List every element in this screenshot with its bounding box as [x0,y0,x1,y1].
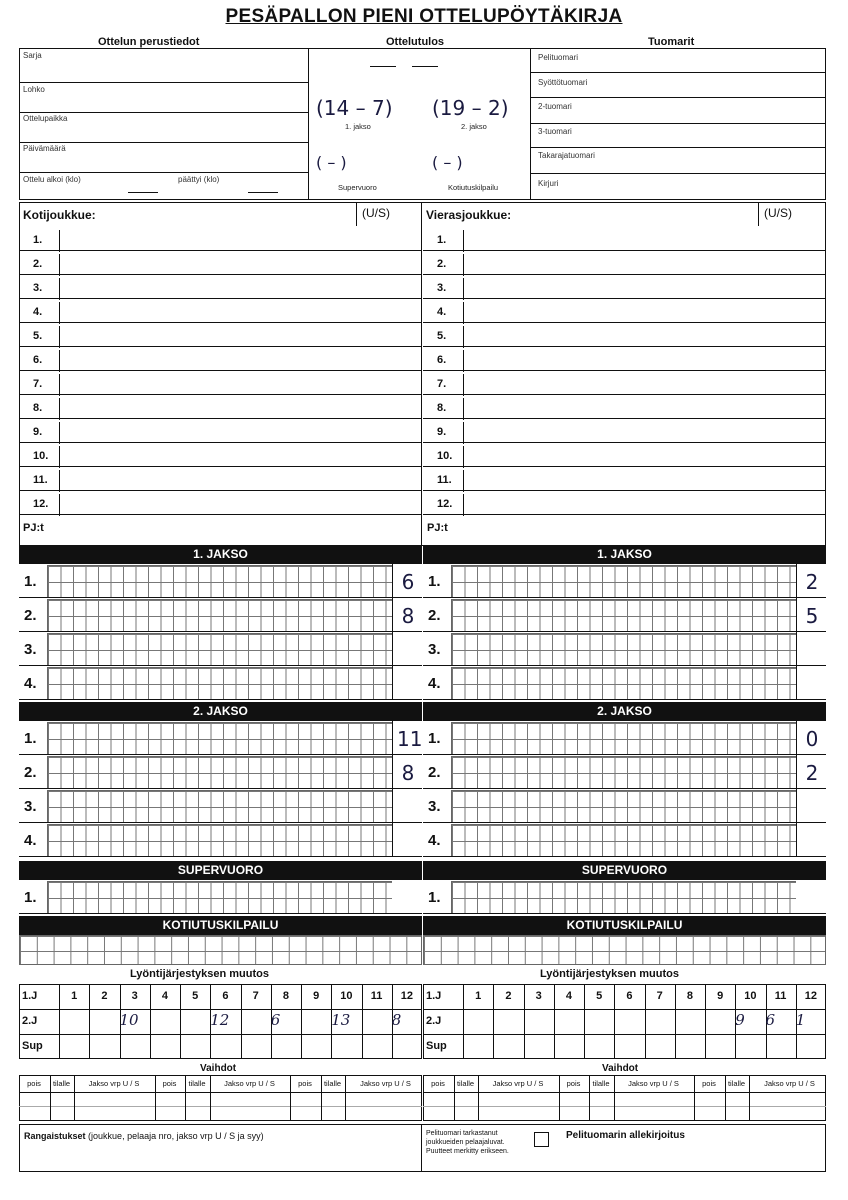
change-col-number: 1 [475,990,482,1002]
inning-row-number: 2. [428,607,441,624]
score-divider [796,755,797,789]
change-value[interactable]: 8 [391,1011,402,1029]
change-col-number: 5 [192,990,199,1002]
player-number: 11. [437,474,452,486]
change-col-number: 5 [596,990,603,1002]
vaihdot-col-header: tilalle [727,1079,746,1088]
batting-grid[interactable] [47,790,392,822]
place-label: Ottelupaikka [23,114,68,123]
tuomari2-label: 2-tuomari [538,102,572,111]
koti-grid-away [423,935,826,965]
player-divider [59,398,60,420]
change-value[interactable]: 13 [331,1011,351,1029]
away-us-selector[interactable]: (U/S) [764,206,792,220]
inning-score: 11 [397,727,423,751]
player-number: 12. [437,498,453,510]
pj-label: PJ:t [427,522,448,534]
player-divider [59,470,60,492]
change-value[interactable]: 9 [735,1011,745,1029]
player-divider [463,326,464,348]
change-value[interactable]: 10 [119,1011,139,1029]
home-team-label: Kotijoukkue: [23,208,96,222]
inning-row-number: 4. [24,675,37,692]
player-divider [463,422,464,444]
koti-result: ( – ) [432,153,463,172]
player-number: 7. [437,378,447,390]
batting-grid[interactable] [451,565,796,597]
check-line-2: joukkueiden pelaajaluvat. [426,1139,505,1146]
vaihdot-line [423,1092,826,1093]
player-number: 5. [33,330,43,342]
player-number: 5. [437,330,447,342]
vaihdot-col-header: pois [566,1079,581,1088]
batting-grid[interactable] [451,722,796,754]
player-row-line [19,418,422,419]
player-number: 2. [33,258,43,270]
player-number: 6. [33,354,43,366]
super-row-number: 1. [24,889,37,906]
player-number: 6. [437,354,447,366]
score-divider [796,721,797,755]
batting-grid[interactable] [47,633,392,665]
vaihdot-col-header: tilalle [52,1079,71,1088]
player-divider [463,278,464,300]
inning-score: 2 [805,570,819,594]
change-value[interactable]: 1 [795,1011,806,1029]
inning-score: 5 [805,604,819,628]
change-row-label: 1.J [22,990,38,1002]
change-col-number: 9 [313,990,320,1002]
vaihdot-col-header: Jakso vrp U / S [360,1079,411,1088]
change-col-number: 2 [505,990,512,1002]
batting-grid[interactable] [451,790,796,822]
player-row-line [423,322,826,323]
super-bar-away: SUPERVUORO [423,861,826,880]
score-divider [392,666,393,700]
player-row-line [19,322,422,323]
batting-grid[interactable] [47,599,392,631]
change-col-number: 7 [252,990,259,1002]
score-divider [796,632,797,666]
page-title: PESÄPALLON PIENI OTTELUPÖYTÄKIRJA [225,6,623,27]
check-text [426,1129,509,1156]
koti-grid-home [19,935,422,965]
player-divider [59,302,60,324]
player-row-line [19,274,422,275]
vaihdot-col-header: pois [298,1079,312,1088]
home-us-selector[interactable]: (U/S) [362,206,390,220]
batting-grid[interactable] [451,633,796,665]
change-col-number: 9 [717,990,724,1002]
player-divider [59,494,60,516]
change-row-label: Sup [426,1040,447,1052]
change-col-number: 10 [744,990,757,1002]
player-row-line [19,370,422,371]
player-number: 8. [437,402,447,414]
player-row-line [19,346,422,347]
change-col-number: 12 [804,990,817,1002]
player-divider [59,326,60,348]
change-heading-home: Lyöntijärjestyksen muutos [130,968,269,980]
vaihdot-col-header: pois [431,1079,445,1088]
inning-score: 6 [401,570,415,594]
change-col-number: 6 [222,990,229,1002]
player-number: 4. [437,306,447,318]
player-number: 7. [33,378,43,390]
change-value[interactable]: 6 [270,1011,281,1029]
syottotuomari-label: Syöttötuomari [538,78,588,87]
koti-bar-away: KOTIUTUSKILPAILU [423,916,826,935]
player-divider [463,350,464,372]
score-divider [796,789,797,823]
vaihdot-col-header: tilalle [592,1079,610,1088]
end-time-label: päättyi (klo) [178,175,220,184]
koti-bar-home: KOTIUTUSKILPAILU [19,916,422,935]
player-row-line [423,274,826,275]
player-number: 9. [33,426,43,438]
vaihdot-col-header: pois [162,1079,177,1088]
pelituomari-label: Pelituomari [538,53,579,62]
change-col-number: 7 [656,990,663,1002]
player-number: 1. [437,234,447,246]
takaraja-label: Takarajatuomari [538,151,595,160]
player-row-line [423,442,826,443]
check-line-1: Pelituomari tarkastanut [426,1130,498,1137]
inning-score: 0 [805,727,819,751]
check-box[interactable] [534,1132,549,1147]
super-result: ( – ) [316,153,347,172]
player-divider [463,494,464,516]
player-number: 12. [33,498,49,510]
player-number: 3. [437,282,447,294]
player-number: 8. [33,402,43,414]
score-divider [796,564,797,598]
player-row-line [423,514,826,515]
super-row-number: 1. [428,889,441,906]
player-number: 9. [437,426,447,438]
inning-row-number: 4. [428,832,441,849]
jakso1-result: (14 – 7) [316,96,393,120]
batting-grid[interactable] [47,565,392,597]
player-row-line [19,394,422,395]
pj-label: PJ:t [23,522,44,534]
inning-row-number: 1. [428,730,441,747]
sarja-label: Sarja [23,51,42,60]
inning-row-number: 4. [24,832,37,849]
inning-score: 8 [401,761,415,785]
batting-grid[interactable] [451,599,796,631]
player-row-line [19,298,422,299]
change-col-number: 12 [400,990,413,1002]
score-divider [392,564,393,598]
change-col-number: 10 [340,990,353,1002]
change-col-number: 6 [626,990,633,1002]
inning-score: 8 [401,604,415,628]
batting-grid[interactable] [47,667,392,699]
vaihdot-heading-home: Vaihdot [200,1063,237,1074]
koti-label: Kotiutuskilpailu [448,183,499,192]
player-divider [463,374,464,396]
player-row-line [423,418,826,419]
player-divider [463,446,464,468]
score-divider [392,598,393,632]
vaihdot-col-header: Jakso vrp U / S [628,1079,679,1088]
change-row-label: 2.J [22,1015,38,1027]
top-info-box [19,48,826,200]
away-team-label: Vierasjoukkue: [426,208,512,222]
change-col-number: 11 [774,990,787,1002]
change-value[interactable]: 12 [210,1011,230,1029]
vaihdot-col-header: Jakso vrp U / S [88,1079,140,1088]
player-divider [59,350,60,372]
change-col-number: 3 [131,990,138,1002]
change-row-label: 1.J [426,990,442,1002]
player-row-line [19,466,422,467]
jakso1-bar-away: 1. JAKSO [423,545,826,564]
score-divider [392,632,393,666]
signature-label: Pelituomarin allekirjoitus [566,1130,685,1141]
player-divider [59,230,60,252]
player-divider [463,398,464,420]
teams-box [19,202,826,546]
date-label: Päivämäärä [23,144,66,153]
vaihdot-col-header: Jakso vrp U / S [492,1079,544,1088]
player-divider [59,422,60,444]
player-number: 11. [33,474,48,486]
rangaistukset-note: (joukkue, pelaaja nro, jakso vrp U / S ja syy) [88,1131,264,1141]
batting-grid[interactable] [451,756,796,788]
player-row-line [19,442,422,443]
player-row-line [19,490,422,491]
change-col-number: 3 [535,990,542,1002]
vaihdot-col-header: Jakso vrp U / S [224,1079,275,1088]
score-divider [392,823,393,857]
player-divider [463,254,464,276]
batting-grid[interactable] [47,824,392,856]
player-divider [463,230,464,252]
batting-grid[interactable] [47,722,392,754]
score-divider [392,789,393,823]
player-divider [59,254,60,276]
change-col-number: 11 [370,990,383,1002]
player-number: 3. [33,282,43,294]
player-row-line [423,490,826,491]
tuomari3-label: 3-tuomari [538,127,572,136]
jakso1-label: 1. jakso [345,122,371,131]
player-row-line [423,346,826,347]
score-divider [796,666,797,700]
change-row-label: Sup [22,1040,43,1052]
check-line-3: Puutteet merkitty erikseen. [426,1148,509,1155]
player-number: 10. [437,450,453,462]
jakso2-label: 2. jakso [461,122,487,131]
change-col-number: 4 [565,990,572,1002]
player-number: 4. [33,306,43,318]
vaihdot-line [19,1092,422,1093]
player-row-line [423,394,826,395]
player-row-line [423,298,826,299]
change-col-number: 4 [161,990,168,1002]
inning-row-number: 2. [24,607,37,624]
batting-grid[interactable] [47,756,392,788]
jakso2-bar-home: 2. JAKSO [19,702,422,721]
rangaistukset-label: Rangaistukset (joukkue, pelaaja nro, jakso vrp U / S ja syy) [24,1131,264,1141]
super-bar-home: SUPERVUORO [19,861,422,880]
jakso1-bar-home: 1. JAKSO [19,545,422,564]
inning-row-number: 1. [24,573,37,590]
score-divider [796,598,797,632]
player-row-line [423,466,826,467]
vaihdot-col-header: tilalle [188,1079,206,1088]
player-divider [59,278,60,300]
jakso2-result: (19 – 2) [432,96,509,120]
change-heading-away: Lyöntijärjestyksen muutos [540,968,679,980]
batting-grid[interactable] [451,667,796,699]
inning-row-number: 3. [24,641,37,658]
lohko-label: Lohko [23,85,45,94]
change-col-number: 2 [101,990,108,1002]
player-row-line [423,250,826,251]
inning-row-number: 3. [428,641,441,658]
vaihdot-col-header: pois [702,1079,716,1088]
change-col-number: 8 [282,990,289,1002]
change-row-label: 2.J [426,1015,442,1027]
change-col-number: 8 [686,990,693,1002]
player-number: 2. [437,258,447,270]
vaihdot-heading-away: Vaihdot [602,1063,639,1074]
super-label: Supervuoro [338,183,377,192]
vaihdot-col-header: pois [27,1079,41,1088]
vaihdot-col-header: tilalle [456,1079,475,1088]
umpires-heading: Tuomarit [648,36,695,48]
vaihdot-col-header: tilalle [323,1079,342,1088]
player-number: 1. [33,234,43,246]
super-grid[interactable] [47,881,392,913]
vaihdot-col-header: Jakso vrp U / S [764,1079,815,1088]
player-divider [463,302,464,324]
score-divider [392,721,393,755]
inning-row-number: 3. [24,798,37,815]
inning-row-number: 2. [428,764,441,781]
inning-score: 2 [805,761,819,785]
inning-row-number: 2. [24,764,37,781]
vaihdot-line [19,1106,422,1107]
start-time-label: Ottelu alkoi (klo) [23,175,81,184]
kirjuri-label: Kirjuri [538,179,559,188]
basic-info-heading: Ottelun perustiedot [98,36,200,48]
vaihdot-line [423,1106,826,1107]
player-number: 10. [33,450,49,462]
inning-row-number: 4. [428,675,441,692]
player-divider [59,446,60,468]
score-divider [392,755,393,789]
inning-row-number: 3. [428,798,441,815]
player-row-line [19,250,422,251]
super-grid[interactable] [451,881,796,913]
score-divider [796,823,797,857]
inning-row-number: 1. [24,730,37,747]
change-col-number: 1 [71,990,78,1002]
inning-row-number: 1. [428,573,441,590]
change-value[interactable]: 6 [765,1011,776,1029]
player-divider [59,374,60,396]
player-row-line [423,370,826,371]
jakso2-bar-away: 2. JAKSO [423,702,826,721]
batting-grid[interactable] [451,824,796,856]
player-divider [463,470,464,492]
result-heading: Ottelutulos [386,36,445,48]
player-row-line [19,514,422,515]
